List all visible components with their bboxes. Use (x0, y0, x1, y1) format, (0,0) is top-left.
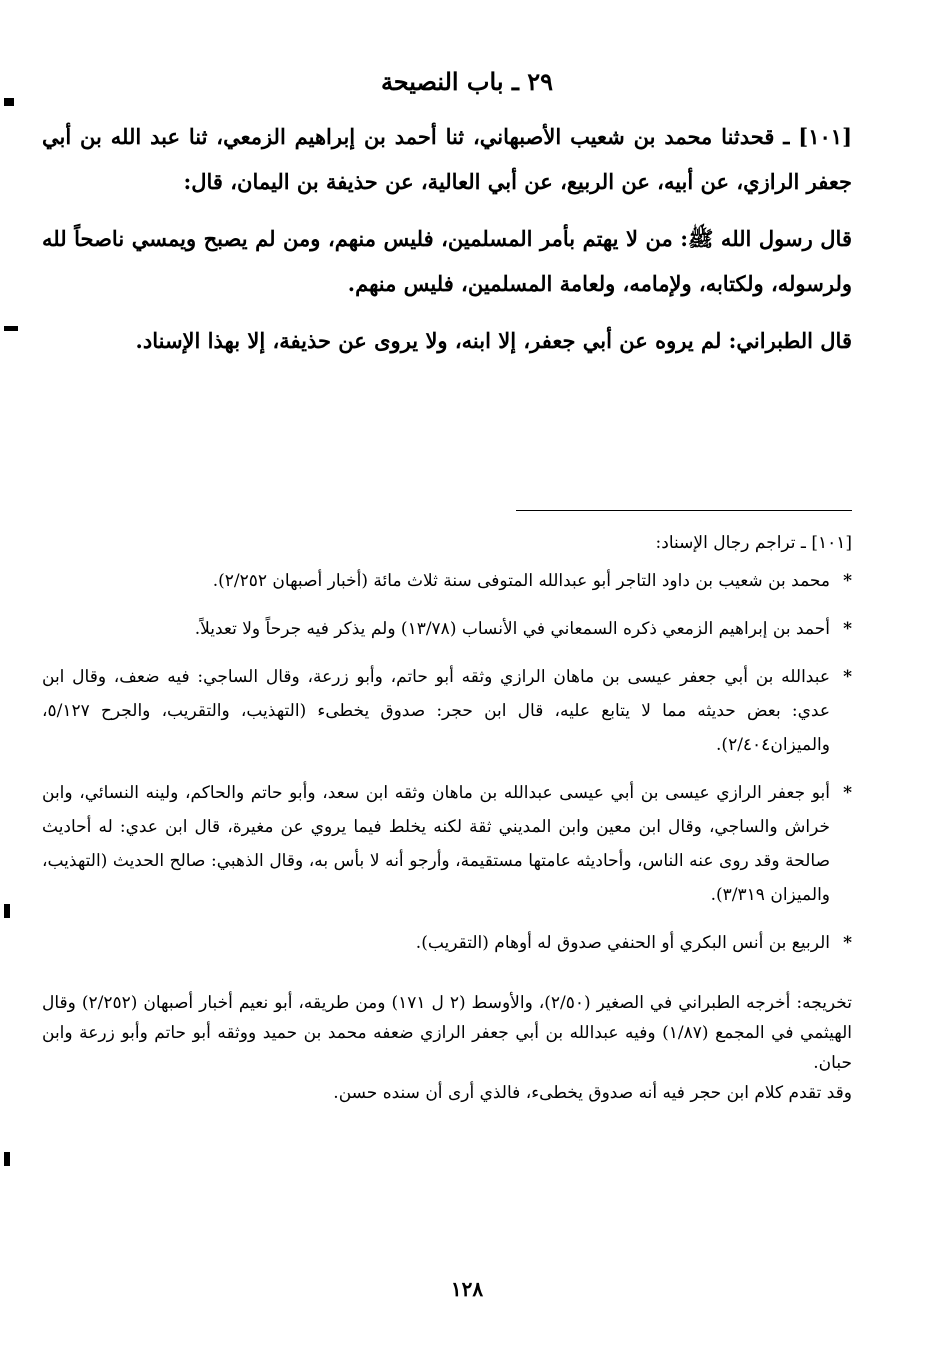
hadith-isnad-paragraph: [١٠١] ـ قحدثنا محمد بن شعيب الأصبهاني، ثنا أحمد بن إبراهيم الزمعي، ثنا عبد الله بن أبي جعفر الرازي، عن أبيه، عن الربيع، عن أبي العالية، عن حذيفة بن اليمان، قال: (42, 124, 852, 194)
scan-edge-mark (4, 98, 14, 106)
narrator-entry-text: أبو جعفر الرازي عيسى بن أبي عيسى عبدالله بن ماهان وثقه ابن سعد، وأبو حاتم والحاكم، ولينه النسائي، وابن خراش والساجي، وقال ابن معين وابن المديني ثقة لكنه يخلط فيما يروي عن مغيرة، قال ابن عدي: له أحاديث صالحة وقد روى عنه الناس، وأحاديثه عامتها مستقيمة، وأرجو أنه لا بأس به، وقال الذهبي: صالح الحديث (التهذيب، والميزان ٣/٣١٩). (42, 783, 830, 905)
scan-edge-mark (4, 904, 10, 918)
chapter-heading: ٢٩ ـ باب النصيحة (380, 67, 554, 96)
asterisk-icon: * (843, 571, 852, 591)
asterisk-icon: * (843, 783, 852, 803)
asterisk-icon: * (843, 933, 852, 953)
narrator-entry-text: الربيع بن أنس البكري أو الحنفي صدوق له أوهام (التقريب). (415, 933, 830, 953)
asterisk-icon: * (843, 667, 852, 687)
narrator-entry (42, 660, 852, 762)
footnote-title: [١٠١] ـ تراجم رجال الإسناد: (655, 533, 852, 553)
tabarani-comment-paragraph: قال الطبراني: لم يروه عن أبي جعفر، إلا ابنه، ولا يروى عن حذيفة، إلا بهذا الإسناد. (135, 328, 852, 353)
narrator-entry (42, 776, 852, 912)
narrator-entry-text: محمد بن شعيب بن داود التاجر أبو عبدالله المتوفى سنة ثلاث مائة (أخبار أصبهان ٢/٢٥٢). (212, 571, 830, 591)
main-text (42, 114, 852, 373)
footnotes (42, 528, 852, 1108)
narrator-entry (42, 564, 852, 598)
hadith-matn-paragraph: قال رسول الله ﷺ: من لا يهتم بأمر المسلمين، فليس منهم، ومن لم يصبح ويمسي ناصحاً لله ولرسوله، ولكتابه، ولإمامه، ولعامة المسلمين، فليس منهم. (42, 226, 852, 296)
takhrij-paragraph: تخريجه: أخرجه الطبراني في الصغير (٢/٥٠)، والأوسط (٢ ل ١٧١) ومن طريقه، أبو نعيم أخبار أصبهان (٢/٢٥٢) وقال الهيثمي في المجمع (١/٨٧) وفيه عبدالله بن أبي جعفر الرازي ضعفه محمد بن حميد ووثقه أبو حاتم وأبو زرعة وابن حبان. (42, 993, 853, 1073)
takhrij-conclusion: وقد تقدم كلام ابن حجر فيه أنه صدوق يخطىء، فالذي أرى أن سنده حسن. (333, 1083, 852, 1103)
scan-edge-mark (4, 1152, 10, 1166)
narrator-entry-text: أحمد بن إبراهيم الزمعي ذكره السمعاني في الأنساب (١٣/٧٨) ولم يذكر فيه جرحاً ولا تعديلاً. (194, 619, 830, 639)
footnote-divider (516, 510, 852, 511)
page-number: ١٢٨ (450, 1277, 484, 1301)
narrator-entry-text: عبدالله بن أبي جعفر عيسى بن ماهان الرازي وثقه أبو حاتم، وأبو زرعة، وقال الساجي: فيه ضعف، وقال ابن عدي: بعض حديثه مما لا يتابع عليه، قال ابن حجر: صدوق يخطىء (التهذيب، والتقريب، والجرح ٥/١٢٧، والميزان٢/٤٠٤). (42, 667, 830, 755)
narrator-entry (42, 612, 852, 646)
narrator-entry (42, 926, 852, 960)
scan-edge-mark (4, 326, 18, 331)
takhrij-section (42, 988, 852, 1108)
asterisk-icon: * (843, 619, 852, 639)
